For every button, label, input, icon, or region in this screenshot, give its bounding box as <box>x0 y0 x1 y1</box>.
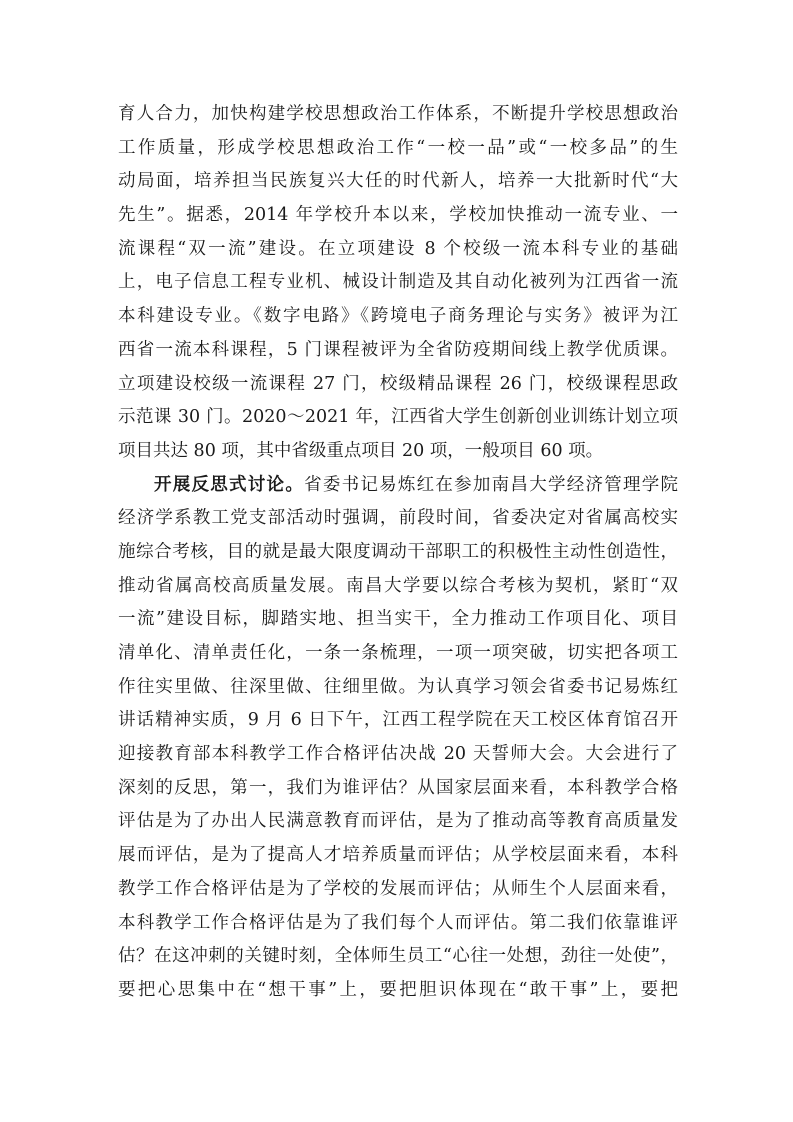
text-line: 深刻的反思，第一，我们为谁评估？从国家层面来看，本科教学合格 <box>118 777 678 798</box>
text-line: 工作质量，形成学校思想政治工作“一校一品”或“一校多品”的生 <box>118 137 678 158</box>
text-line: 推动省属高校高质量发展。南昌大学要以综合考核为契机，紧盯“双 <box>118 575 678 596</box>
text-line: 立项建设校级一流课程 27 门，校级精品课程 26 门，校级课程思政 <box>118 373 678 394</box>
text-line: 经济学系教工党支部活动时强调，前段时间，省委决定对省属高校实 <box>118 508 678 529</box>
paragraph-heading: 开展反思式讨论。 <box>154 474 305 495</box>
text-line: 先生”。据悉，2014 年学校升本以来，学校加快推动一流专业、一 <box>118 205 678 226</box>
text-line: 本科建设专业。《数字电路》《跨境电子商务理论与实务》被评为江 <box>118 306 678 327</box>
paragraph-projects <box>118 98 678 469</box>
text-line-first <box>118 469 678 503</box>
text-line: 施综合考核，目的就是最大限度调动干部职工的积极性主动性创造性， <box>118 541 678 562</box>
text-line: 教学工作合格评估是为了学校的发展而评估；从师生个人层面来看， <box>118 878 678 899</box>
text-line: 作往实里做、往深里做、往细里做。为认真学习领会省委书记易炼红 <box>118 676 678 697</box>
text-run: 省委书记易炼红在参加南昌大学经济管理学院 <box>304 474 679 495</box>
text-line: 要把心思集中在“想干事”上，要把胆识体现在“敢干事”上，要把 <box>118 979 678 1000</box>
text-line: 一流”建设目标，脚踏实地、担当实干，全力推动工作项目化、项目 <box>118 609 678 630</box>
text-line: 项目共达 80 项，其中省级重点项目 20 项，一般项目 60 项。 <box>118 440 604 461</box>
text-line: 动局面，培养担当民族复兴大任的时代新人，培养一大批新时代“大 <box>118 171 678 192</box>
text-line: 估？在这冲刺的关键时刻，全体师生员工“心往一处想，劲往一处使”， <box>118 946 678 967</box>
text-line: 育人合力，加快构建学校思想政治工作体系，不断提升学校思想政治 <box>118 104 678 124</box>
text-line: 讲话精神实质，9 月 6 日下午，江西工程学院在天工校区体育馆召开 <box>118 710 678 731</box>
body-text <box>118 98 678 1008</box>
paragraph-reflection <box>118 469 678 1008</box>
text-line: 上，电子信息工程专业机、械设计制造及其自动化被列为江西省一流 <box>118 272 678 293</box>
text-line: 展而评估，是为了提高人才培养质量而评估；从学校层面来看，本科 <box>118 845 678 866</box>
text-line: 流课程“双一流”建设。在立项建设 8 个校级一流本科专业的基础 <box>118 238 678 259</box>
text-line: 清单化、清单责任化，一条一条梳理，一项一项突破，切实把各项工 <box>118 643 678 663</box>
text-line: 本科教学工作合格评估是为了我们每个人而评估。第二我们依靠谁评 <box>118 912 678 933</box>
text-line: 西省一流本科课程，5 门课程被评为全省防疫期间线上教学优质课。 <box>118 339 678 360</box>
text-line: 示范课 30 门。2020～2021 年，江西省大学生创新创业训练计划立项 <box>118 407 678 428</box>
text-line: 迎接教育部本科教学工作合格评估决战 20 天誓师大会。大会进行了 <box>118 744 678 765</box>
text-line: 评估是为了办出人民满意教育而评估，是为了推动高等教育高质量发 <box>118 811 678 832</box>
